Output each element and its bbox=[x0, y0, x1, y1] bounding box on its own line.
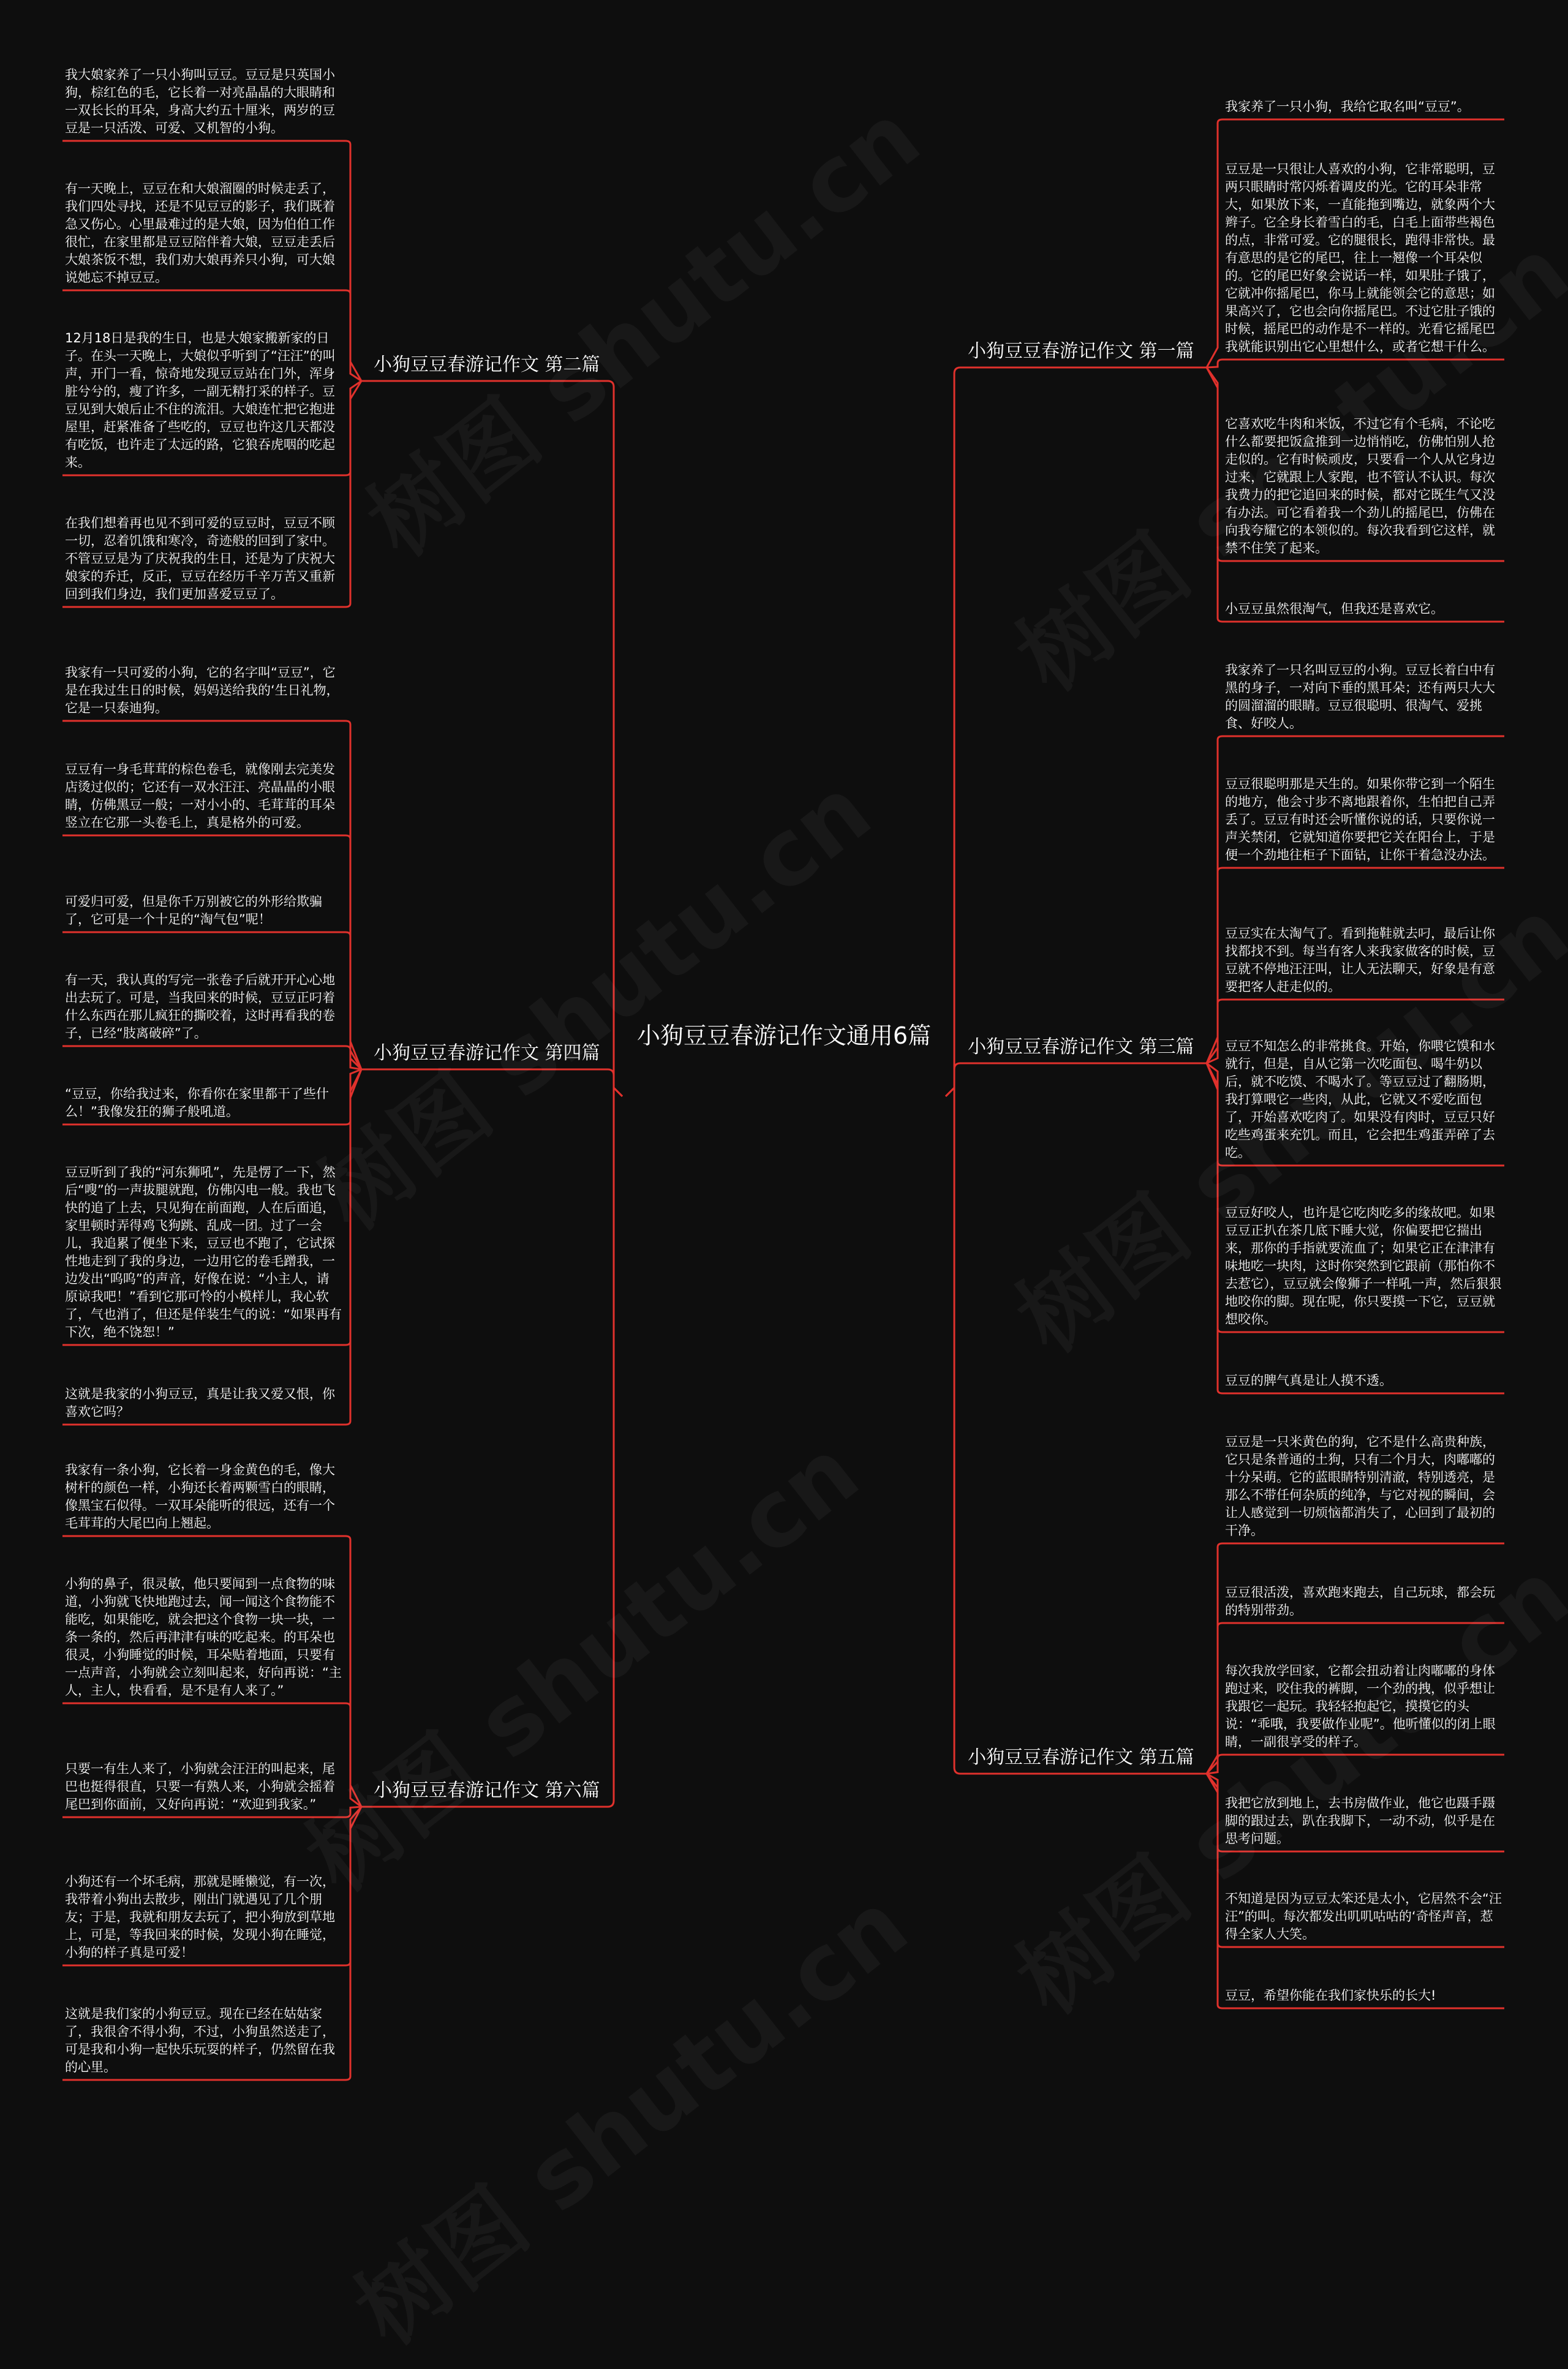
leaf-text: 豆豆好咬人，也许是它吃肉吃多的缘故吧。如果豆豆正扒在茶几底下睡大觉，你偏要把它揣出来，那你的手指就要流血了；如果它正在津津有味地吃一块肉，这时你突然到它跟前（那怕你不去惹它），豆豆就会像狮子一样吼一声，然后狠狠地咬你的脚。现在呢，你只要摸一下它，豆豆就想咬你。 bbox=[1225, 1205, 1502, 1327]
leaf-text: 我把它放到地上，去书房做作业，他它也蹑手蹑脚的跟过去，趴在我脚下，一动不动，似乎是在思考问题。 bbox=[1225, 1796, 1495, 1846]
branch-label-4[interactable]: 小狗豆豆春游记作文 第四篇 bbox=[374, 1042, 600, 1064]
leaf-text: 我家有一只可爱的小狗，它的名字叫“豆豆”，它是在我过生日的时候，妈妈送给我的‘生日礼物，它是一只泰迪狗。 bbox=[65, 665, 339, 715]
leaf-text: 我家养了一只小狗，我给它取名叫“豆豆”。 bbox=[1225, 99, 1470, 114]
branch-connector bbox=[946, 1063, 1198, 1096]
leaf-text: 小狗还有一个坏毛病，那就是睡懒觉，有一次，我带着小狗出去散步，刚出门就遇见了几个朋友；于是，我就和朋友去玩了，把小狗放到草地上，可是，等我回来的时候，发现小狗在睡觉，小狗的样子真是可爱！ bbox=[65, 1874, 335, 1960]
branch-connector bbox=[371, 381, 622, 1096]
leaf-text: 我家有一条小狗，它长着一身金黄色的毛，像大树杆的颜色一样，小狗还长着两颗雪白的眼睛，像黑宝石似得。一双耳朵能听的很远，还有一个毛茸茸的大尾巴向上翘起。 bbox=[65, 1463, 335, 1531]
leaf-text: 豆豆不知怎么的非常挑食。开始，你喂它馍和水就行，但是，自从它第一次吃面包、喝牛奶以后，就不吃馍、不喝水了。等豆豆过了翻肠期，我打算喂它一些肉，从此，它就又不爱吃面包了，开始喜欢吃肉了。如果没有肉时，豆豆只好吃些鸡蛋来充饥。而且，它会把生鸡蛋弄碎了去吃。 bbox=[1225, 1039, 1495, 1160]
leaf-text: 在我们想着再也见不到可爱的豆豆时，豆豆不顾一切，忍着饥饿和寒冷，奇迹般的回到了家中。不管豆豆是为了庆祝我的生日，还是为了庆祝大娘家的乔迁，反正，豆豆在经历千辛万苦又重新回到我们身边，我们更加喜爱豆豆了。 bbox=[65, 516, 335, 601]
branch-label-3[interactable]: 小狗豆豆春游记作文 第三篇 bbox=[968, 1036, 1194, 1058]
leaf-text: 小豆豆虽然很淘气，但我还是喜欢它。 bbox=[1225, 601, 1444, 616]
leaf-connector bbox=[62, 1046, 361, 1069]
leaf-text: 每次我放学回家，它都会扭动着让肉嘟嘟的身体跑过来，咬住我的裤脚，一个劲的拽，似乎想让我跟它一起玩。我轻轻抱起它，摸摸它的头说：“乖哦，我要做作业呢”。他听懂似的闭上眼睛，一副很享受的样子。 bbox=[1225, 1663, 1496, 1749]
leaf-text: 有一天，我认真的写完一张卷子后就开开心心地出去玩了。可是，当我回来的时候，豆豆正叼着什么东西在那儿疯狂的撕咬着，这时再看我的卷子，已经“肢离破碎”了。 bbox=[65, 973, 335, 1041]
leaf-text: 有一天晚上，豆豆在和大娘溜圈的时候走丢了，我们四处寻找，还是不见豆豆的影子，我们既着急又伤心。心里最难过的是大娘，因为伯伯工作很忙，在家里都是豆豆陪伴着大娘，豆豆走丢后大娘茶饭不想，我们劝大娘再养只小狗，可大娘说她忘不掉豆豆。 bbox=[65, 181, 335, 285]
leaf-connector bbox=[1207, 1755, 1504, 1774]
branch-label-1[interactable]: 小狗豆豆春游记作文 第一篇 bbox=[968, 341, 1194, 362]
leaf-text: 这就是我们家的小狗豆豆。现在已经在姑姑家了，我很舍不得小狗，不过，小狗虽然送走了，可是我和小狗一起快乐玩耍的样子，仍然留在我的心里。 bbox=[65, 2006, 335, 2074]
leaf-text: “豆豆，你给我过来，你看你在家里都干了些什么！”我像发狂的狮子般吼道。 bbox=[65, 1087, 329, 1119]
leaf-text: 我大娘家养了一只小狗叫豆豆。豆豆是只英国小狗，棕红色的毛，它长着一对亮晶晶的大眼睛和一双长长的耳朵，身高大约五十厘米，两岁的豆豆是一只活泼、可爱、又机智的小狗。 bbox=[65, 67, 335, 135]
leaf-connector bbox=[1207, 360, 1504, 367]
leaf-text: 豆豆实在太淘气了。看到拖鞋就去叼，最后让你找都找不到。每当有客人来我家做客的时候，豆豆就不停地汪汪叫，让人无法聊天，好象是有意要把客人赶走似的。 bbox=[1225, 926, 1495, 994]
leaf-text: 我家养了一只名叫豆豆的小狗。豆豆长着白中有黑的身子，一对向下垂的黑耳朵；还有两只大大的圆溜溜的眼睛。豆豆很聪明、很淘气、爱挑食、好咬人。 bbox=[1225, 663, 1495, 731]
leaf-text: 豆豆听到了我的“河东狮吼”，先是愣了一下，然后“嗖”的一声拔腿就跑，仿佛闪电一般。我也飞快的追了上去，只见狗在前面跑，人在后面追，家里顿时弄得鸡飞狗跳、乱成一团。过了一会儿，我追累了便坐下来，豆豆也不跑了，它试探性地走到了我的身边，一边用它的卷毛蹭我，一边发出“呜呜”的声音，好像在说：“小主人，请原谅我吧！”看到它那可怜的小模样儿，我心软了，气也消了，但还是佯装生气的说：“如果再有下次，绝不饶恕！” bbox=[65, 1165, 342, 1339]
leaf-text: 豆豆有一身毛茸茸的棕色卷毛，就像刚去完美发店烫过似的；它还有一双水汪汪、亮晶晶的小眼睛，仿佛黑豆一般；一对小小的、毛茸茸的耳朵竖立在它那一头卷毛上，真是格外的可爱。 bbox=[65, 762, 335, 830]
branch-connector bbox=[946, 1088, 1198, 1774]
leaf-text: 豆豆是一只很让人喜欢的小狗，它非常聪明，豆两只眼睛时常闪烁着调皮的光。它的耳朵非常大，如果放下来，一直能拖到嘴边，就象两个大辫子。它全身长着雪白的毛，白毛上面带些褐色的点，非常可爱。它的腿很长，跑得非常快。最有意思的是它的尾巴，往上一翘像一个耳朵似的。它的尾巴好象会说话一样，如果肚子饿了，它就冲你摇尾巴，你马上就能领会它的意思；如果高兴了，它也会向你摇尾巴。不过它肚子饿的时候，摇尾巴的动作是不一样的。光看它摇尾巴我就能识别出它心里想什么，或者它想干什么。 bbox=[1225, 162, 1495, 354]
root-title[interactable]: 小狗豆豆春游记作文通用6篇 bbox=[636, 1022, 932, 1049]
leaf-text: 豆豆是一只米黄色的狗，它不是什么高贵种族，它只是条普通的土狗，只有二个月大，肉嘟嘟的十分呆萌。它的蓝眼睛特别清澈，特别透亮，是那么不带任何杂质的纯净，与它对视的瞬间，会让人感觉到一切烦恼都消失了，心回到了最初的干净。 bbox=[1225, 1434, 1495, 1538]
branch-label-2[interactable]: 小狗豆豆春游记作文 第二篇 bbox=[374, 354, 600, 375]
leaf-text: 它喜欢吃牛肉和米饭，不过它有个毛病，不论吃什么都要把饭盒推到一边悄悄吃，仿佛怕别人抢走似的。它有时候顽皮，只要看一个人从它身边过来，它就跟上人家跑，也不管认不认识。每次我费力的把它追回来的时候，都对它既生气又没有办法。可它看着我一个劲儿的摇尾巴，仿佛在向我夸耀它的本领似的。每次我看到它这样，就禁不住笑了起来。 bbox=[1225, 416, 1495, 556]
leaf-text: 豆豆，希望你能在我们家快乐的长大! bbox=[1225, 1988, 1436, 2003]
leaf-text: 豆豆很聪明那是天生的。如果你带它到一个陌生的地方，他会寸步不离地跟着你，生怕把自己弄丢了。豆豆有时还会听懂你说的话，只要你说一声关禁闭，它就知道你要把它关在阳台上，于是便一个劲地往柜子下面钻，让你干着急没办法。 bbox=[1225, 777, 1495, 862]
leaf-text: 小狗的鼻子，很灵敏，他只要闻到一点食物的味道，小狗就飞快地跑过去，闻一闻这个食物能不能吃，如果能吃，就会把这个食物一块一块，一条一条的，然后再津津有味的吃起来。的耳朵也很灵，小狗睡觉的时候，耳朵贴着地面，只要有一点声音，小狗就会立刻叫起来，好向再说：“主人，主人，快看看，是不是有人来了。” bbox=[65, 1576, 342, 1698]
branch-connector bbox=[371, 1069, 622, 1096]
branch-connector bbox=[371, 1088, 622, 1807]
branch-label-5[interactable]: 小狗豆豆春游记作文 第五篇 bbox=[968, 1747, 1194, 1768]
branch-label-6[interactable]: 小狗豆豆春游记作文 第六篇 bbox=[374, 1780, 600, 1801]
branch-connector bbox=[946, 367, 1198, 1096]
leaf-text: 12月18日是我的生日，也是大娘家搬新家的日子。在头一天晚上，大娘似乎听到了“汪汪”的叫声，开门一看，惊奇地发现豆豆站在门外，浑身脏兮兮的，瘦了许多，一副无精打采的样子。豆豆见到大娘后止不住的流泪。大娘连忙把它抱进屋里，赶紧准备了些吃的，豆豆也许这几天都没有吃饭，也许走了太远的路，它狼吞虎咽的吃起来。 bbox=[65, 331, 336, 470]
leaf-text: 不知道是因为豆豆太笨还是太小，它居然不会“汪汪”的叫。每次都发出叽叽咕咕的‘奇怪声音，惹得全家人大笑。 bbox=[1225, 1891, 1502, 1942]
leaf-text: 豆豆很活泼，喜欢跑来跑去，自己玩球，都会玩的特别带劲。 bbox=[1225, 1585, 1495, 1618]
leaf-text: 这就是我家的小狗豆豆，真是让我又爱又恨，你喜欢它吗？ bbox=[65, 1387, 335, 1419]
leaf-text: 只要一有生人来了，小狗就会汪汪的叫起来，尾巴也挺得很直，只要一有熟人来，小狗就会摇着尾巴到你面前，又好向再说：“欢迎到我家。” bbox=[65, 1761, 335, 1812]
leaf-text: 可爱归可爱，但是你千万别被它的外形给欺骗了，它可是一个十足的“淘气包”呢！ bbox=[65, 894, 322, 927]
leaf-text: 豆豆的脾气真是让人摸不透。 bbox=[1225, 1373, 1392, 1388]
